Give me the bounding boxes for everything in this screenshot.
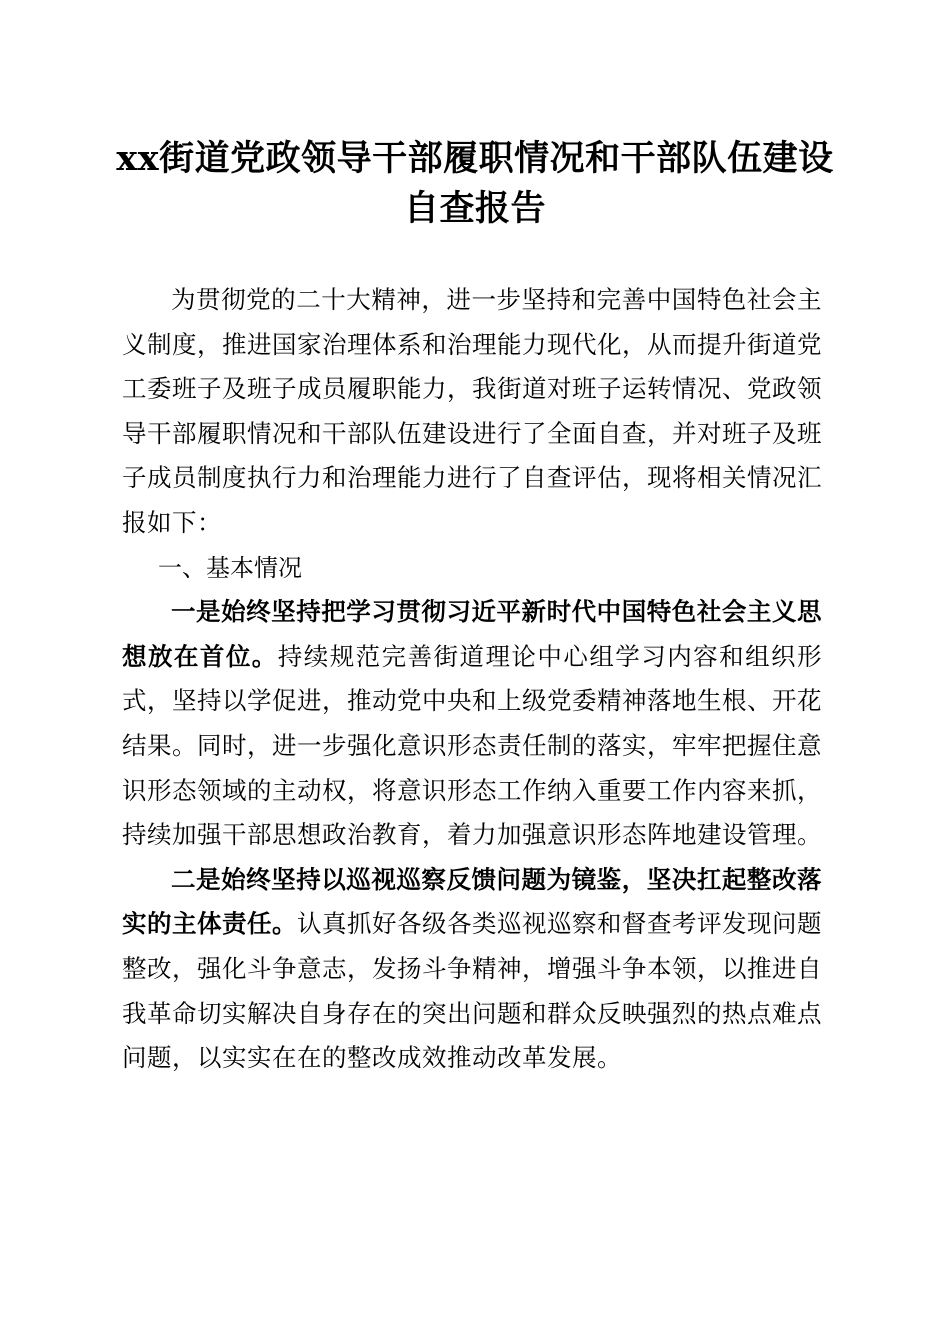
section-heading-basic-situation: 一、基本情况 — [158, 553, 302, 582]
item-2-lead: 二是始终坚持以巡视巡察反馈问题为镜鉴，坚决扛起整改落实的主体责任。 — [122, 864, 822, 939]
document-title: xx街道党政领导干部履职情况和干部队伍建设自查报告 — [116, 138, 834, 229]
document-body — [122, 278, 822, 1081]
intro-paragraph: 为贯彻党的二十大精神，进一步坚持和完善中国特色社会主义制度，推进国家治理体系和治理能力现代化，从而提升街道党工委班子及班子成员履职能力，我街道对班子运转情况、党政领导干部履职情况和干部队伍建设进行了全面自查，并对班子及班子成员制度执行力和治理能力进行了自查评估，现将相关情况汇报如下： — [122, 285, 822, 537]
item-1-text: 持续规范完善街道理论中心组学习内容和组织形式，坚持以学促进，推动党中央和上级党委精神落地生根、开花结果。同时，进一步强化意识形态责任制的落实，牢牢把握住意识形态领域的主动权，将意识形态工作纳入重要工作内容来抓，持续加强干部思想政治教育，着力加强意识形态阵地建设管理。 — [122, 641, 823, 850]
item-1-lead: 一是始终坚持把学习贯彻习近平新时代中国特色社会主义思想放在首位。 — [122, 597, 822, 671]
item-2-text: 认真抓好各级各类巡视巡察和督查考评发现问题整改，强化斗争意志，发扬斗争精神，增强斗争本领，以推进自我革命切实解决自身存在的突出问题和群众反映强烈的热点难点问题，以实实在在的整改成效推动改革发展。 — [122, 909, 822, 1073]
item-2-paragraph — [122, 858, 822, 1081]
item-1-paragraph — [122, 590, 822, 858]
